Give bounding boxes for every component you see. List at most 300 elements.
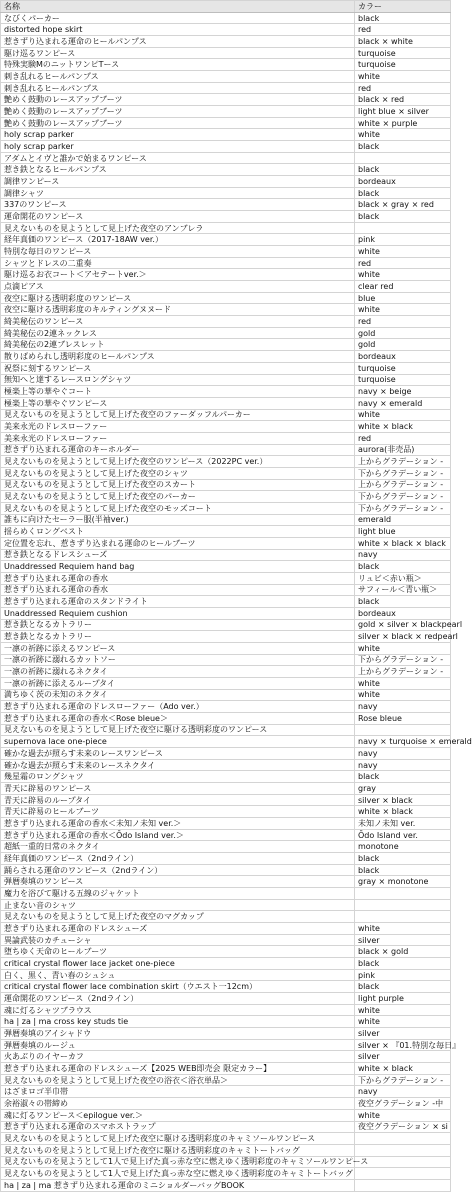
table-row xyxy=(1,257,451,269)
name-cell[interactable]: Unaddressed Requiem hand bag xyxy=(1,561,355,573)
name-cell[interactable]: 見えないものを見ようとして見上げた夜空のシャツ xyxy=(1,467,355,479)
table-row xyxy=(1,24,451,36)
color-cell[interactable]: red xyxy=(355,82,451,94)
name-cell[interactable]: 綺美秘伝のワンピース xyxy=(1,316,355,328)
name-cell[interactable]: 惹きずり込まれる運命の香水＜Rose bleue＞ xyxy=(1,712,355,724)
table-row xyxy=(1,666,451,678)
table-row xyxy=(1,36,451,48)
color-cell[interactable]: aurora(非売品) xyxy=(355,444,451,456)
table-row xyxy=(1,888,451,900)
color-cell[interactable]: white xyxy=(355,246,451,258)
table-row xyxy=(1,654,451,666)
name-cell[interactable]: 惹きずり込まれる運命の香水＜未知ノ未知 ver.＞ xyxy=(1,818,355,830)
name-cell[interactable]: 見えないものを見ようとして見上げた夜空に駆ける透明彩度のキャミトートバッグ xyxy=(1,1144,355,1156)
color-cell[interactable]: 下からグラデーション - xyxy=(355,654,451,666)
table-row xyxy=(1,1004,451,1016)
color-cell[interactable]: black xyxy=(355,864,451,876)
color-cell[interactable] xyxy=(355,1168,451,1180)
name-cell[interactable]: 超紙一重的日常のネクタイ xyxy=(1,841,355,853)
name-cell[interactable]: 調律シャツ xyxy=(1,187,355,199)
name-cell[interactable]: なびくパーカー xyxy=(1,12,355,24)
table-body xyxy=(1,12,472,1191)
color-cell[interactable]: 下からグラデーション - xyxy=(355,467,451,479)
color-cell[interactable]: white xyxy=(355,923,451,935)
name-cell[interactable]: 惹きずり込まれる運命の香水 xyxy=(1,584,355,596)
name-cell[interactable]: 艶めく鼓動のレースアップブーツ xyxy=(1,94,355,106)
name-cell[interactable]: 惹きずり込まれる運命のキーホルダー xyxy=(1,444,355,456)
table-row xyxy=(1,818,451,830)
name-cell[interactable]: 魂に灯るシャツブラウス xyxy=(1,1004,355,1016)
color-cell[interactable]: gold xyxy=(355,327,451,339)
name-cell[interactable]: 見えないものを見ようとして見上げた夜空のモッズコート xyxy=(1,502,355,514)
color-cell[interactable]: リュビ＜赤い瓶＞ xyxy=(355,572,451,584)
table-row xyxy=(1,677,451,689)
table-row xyxy=(1,152,451,164)
color-cell[interactable]: black × white xyxy=(355,36,451,48)
table-row xyxy=(1,619,451,631)
color-cell[interactable] xyxy=(355,1179,451,1191)
color-cell[interactable] xyxy=(355,724,451,736)
color-cell[interactable]: white xyxy=(355,1004,451,1016)
table-row xyxy=(1,596,451,608)
table-row xyxy=(1,689,451,701)
table-row xyxy=(1,117,451,129)
name-cell[interactable]: 駆け巡るお衣コート＜アセテートver.＞ xyxy=(1,269,355,281)
name-cell[interactable]: 惹きずり込まれる運命のドレスシューズ xyxy=(1,923,355,935)
name-cell[interactable]: 刺き乱れるヒールパンプス xyxy=(1,82,355,94)
name-cell[interactable]: 無知へと達するレースロングシャツ xyxy=(1,374,355,386)
name-cell[interactable]: 刺き乱れるヒールパンプス xyxy=(1,71,355,83)
color-cell[interactable] xyxy=(355,152,451,164)
table-row xyxy=(1,456,451,468)
name-cell[interactable]: 余裕淑々の帯締め xyxy=(1,1098,355,1110)
color-cell[interactable]: black xyxy=(355,211,451,223)
color-cell[interactable]: turquoise xyxy=(355,374,451,386)
name-cell[interactable]: 惹きずり込まれる運命のドレスローファー（Ado ver.） xyxy=(1,701,355,713)
color-cell[interactable]: 上からグラデーション - xyxy=(355,479,451,491)
name-cell[interactable]: ha | za | ma 惹きずり込まれる運命のミニショルダーバッグBOOK xyxy=(1,1179,355,1191)
color-cell[interactable]: light blue × silver xyxy=(355,106,451,118)
table-row xyxy=(1,969,451,981)
table-row xyxy=(1,164,451,176)
table-row xyxy=(1,82,451,94)
color-cell[interactable]: 未知ノ未知 ver. xyxy=(355,818,451,830)
color-cell[interactable]: monotone xyxy=(355,841,451,853)
name-cell[interactable]: holy scrap parker xyxy=(1,141,355,153)
table-row xyxy=(1,958,451,970)
color-cell[interactable]: pink xyxy=(355,234,451,246)
table-row xyxy=(1,269,451,281)
color-cell[interactable]: silver xyxy=(355,1051,451,1063)
name-cell[interactable]: 青天に辟易のワンピース xyxy=(1,783,355,795)
name-cell[interactable]: 運命開花のワンピース（2ndライン） xyxy=(1,993,355,1005)
name-cell[interactable]: 定位置を忘れ、惹きずり込まれる運命のヒールブーツ xyxy=(1,537,355,549)
color-cell[interactable]: black xyxy=(355,12,451,24)
color-cell[interactable]: black xyxy=(355,596,451,608)
color-cell[interactable]: turquoise xyxy=(355,47,451,59)
table-row xyxy=(1,876,451,888)
name-cell[interactable]: 惹きずり込まれる運命のスタンドライト xyxy=(1,596,355,608)
name-cell[interactable]: 惹きずり込まれる運命のヒールパンプス xyxy=(1,36,355,48)
name-cell[interactable]: critical crystal flower lace jacket one-piece xyxy=(1,958,355,970)
name-cell[interactable]: 見えないものを見ようとして見上げた夜空のマグカップ xyxy=(1,911,355,923)
table-row xyxy=(1,199,451,211)
name-cell[interactable]: 運命開花のワンピース xyxy=(1,211,355,223)
name-cell[interactable]: 誰もに向けたセーラー服(半袖ver.) xyxy=(1,514,355,526)
name-cell[interactable]: 見えないものを見ようとして見上げた夜空に駆ける透明彩度のワンピース xyxy=(1,724,355,736)
table-row xyxy=(1,1156,451,1168)
table-row xyxy=(1,1016,451,1028)
color-cell[interactable]: navy × turquoise × emerald xyxy=(355,736,451,748)
color-cell[interactable]: black xyxy=(355,853,451,865)
name-cell[interactable]: 綺美秘伝の2連ブレスレット xyxy=(1,339,355,351)
color-cell[interactable]: silver × 『01.特別な毎日』 xyxy=(355,1039,451,1051)
color-cell[interactable]: Ōdo Island ver. xyxy=(355,829,451,841)
color-cell[interactable]: black xyxy=(355,958,451,970)
name-cell[interactable]: 堕ちゆく天命のヒールブーツ xyxy=(1,946,355,958)
color-cell[interactable] xyxy=(355,222,451,234)
color-cell[interactable]: silver xyxy=(355,1028,451,1040)
color-cell[interactable]: white xyxy=(355,1016,451,1028)
table-row xyxy=(1,316,451,328)
color-cell[interactable]: black xyxy=(355,187,451,199)
table-row xyxy=(1,993,451,1005)
table-row xyxy=(1,853,451,865)
table-row xyxy=(1,1133,451,1145)
table-row xyxy=(1,94,451,106)
color-cell[interactable]: white × black xyxy=(355,1063,451,1075)
color-cell[interactable]: navy xyxy=(355,549,451,561)
table-row xyxy=(1,502,451,514)
table-row xyxy=(1,584,451,596)
header-name[interactable]: 名称 xyxy=(1,1,355,13)
table-row xyxy=(1,444,451,456)
table-row xyxy=(1,479,451,491)
table-row xyxy=(1,211,451,223)
name-cell[interactable]: 337のワンピース xyxy=(1,199,355,211)
name-cell[interactable]: distorted hope skirt xyxy=(1,24,355,36)
name-cell[interactable]: 点滴ピアス xyxy=(1,281,355,293)
color-cell[interactable]: サフィール＜青い瓶＞ xyxy=(355,584,451,596)
table-row xyxy=(1,1028,451,1040)
color-cell[interactable]: 夜空グラデーション -中 xyxy=(355,1098,451,1110)
name-cell[interactable]: 夜空に駆ける透明彩度のワンピース xyxy=(1,292,355,304)
table-row xyxy=(1,712,451,724)
table-row xyxy=(1,701,451,713)
table-row xyxy=(1,129,451,141)
name-cell[interactable]: 惹きずり込まれる運命の香水＜Ōdo Island ver.＞ xyxy=(1,829,355,841)
name-cell[interactable]: 青天に辟易のループタイ xyxy=(1,794,355,806)
name-cell[interactable]: 一凛の祈跡に添えるワンピース xyxy=(1,642,355,654)
table-row xyxy=(1,864,451,876)
table-row xyxy=(1,946,451,958)
table-row xyxy=(1,374,451,386)
name-cell[interactable]: 満ちゆく茨の未知のネクタイ xyxy=(1,689,355,701)
table-row xyxy=(1,724,451,736)
name-cell[interactable]: 一凛の祈跡に溺れるネクタイ xyxy=(1,666,355,678)
name-cell[interactable]: 惹き鉄となるカトラリー xyxy=(1,619,355,631)
name-cell[interactable]: 祝祭に刻するワンピース xyxy=(1,362,355,374)
table-row xyxy=(1,12,451,24)
color-cell[interactable]: blue xyxy=(355,292,451,304)
table-row xyxy=(1,141,451,153)
table-row xyxy=(1,1179,451,1191)
table-row xyxy=(1,934,451,946)
name-cell[interactable]: 見えないものを見ようとして見上げた夜空のスカート xyxy=(1,479,355,491)
name-cell[interactable]: 美来永光のドレスローファー xyxy=(1,421,355,433)
name-cell[interactable]: holy scrap parker xyxy=(1,129,355,141)
color-cell[interactable]: gray xyxy=(355,783,451,795)
table-row xyxy=(1,59,451,71)
name-cell[interactable]: 一凛の祈跡に溺れるカットソー xyxy=(1,654,355,666)
name-cell[interactable]: 確かな過去が照らす未来のレースワンピース xyxy=(1,748,355,760)
name-cell[interactable]: 魂に灯るワンピース＜epilogue ver.＞ xyxy=(1,1109,355,1121)
table-row xyxy=(1,1109,451,1121)
name-cell[interactable]: 一凛の祈跡に添えるループタイ xyxy=(1,677,355,689)
table-row xyxy=(1,246,451,258)
color-cell[interactable]: white xyxy=(355,409,451,421)
name-cell[interactable]: 見えないものを見ようとして見上げた夜空に駆ける透明彩度のキャミソールワンピース xyxy=(1,1133,355,1145)
color-cell[interactable]: navy xyxy=(355,701,451,713)
color-cell[interactable]: silver × black xyxy=(355,794,451,806)
name-cell[interactable]: 見えないものを見ようとして見上げた夜空の浴衣＜浴衣単品＞ xyxy=(1,1074,355,1086)
table-row xyxy=(1,176,451,188)
color-cell[interactable] xyxy=(355,899,451,911)
color-cell[interactable]: white × purple xyxy=(355,117,451,129)
color-cell[interactable]: navy × beige xyxy=(355,386,451,398)
name-cell[interactable]: supernova lace one-piece xyxy=(1,736,355,748)
table-row xyxy=(1,1086,451,1098)
color-cell[interactable]: navy × emerald xyxy=(355,397,451,409)
table-row xyxy=(1,409,451,421)
color-cell[interactable]: bordeaux xyxy=(355,351,451,363)
name-cell[interactable]: 見えないものを見ようとして1人で見上げた真っ赤な空に燃えゆく透明彩度のキャミソールワンピース xyxy=(1,1156,355,1168)
color-cell[interactable]: black xyxy=(355,561,451,573)
table-row xyxy=(1,421,451,433)
color-cell[interactable]: black × gold xyxy=(355,946,451,958)
color-cell[interactable]: Rose bleue xyxy=(355,712,451,724)
table-row xyxy=(1,759,451,771)
name-cell[interactable]: 散りばめられし透明彩度のヒールパンプス xyxy=(1,351,355,363)
table-row xyxy=(1,292,451,304)
color-cell[interactable]: black xyxy=(355,164,451,176)
color-cell[interactable]: black × gray × red xyxy=(355,199,451,211)
color-cell[interactable]: silver × black × redpearl xyxy=(355,631,451,643)
table-row xyxy=(1,748,451,760)
color-cell[interactable] xyxy=(355,1156,451,1168)
color-cell[interactable]: white xyxy=(355,642,451,654)
color-cell[interactable]: red xyxy=(355,257,451,269)
color-cell[interactable]: white xyxy=(355,71,451,83)
table-row xyxy=(1,736,451,748)
name-cell[interactable]: 経年真価のワンピース（2ndライン） xyxy=(1,853,355,865)
table-row xyxy=(1,1168,451,1180)
name-cell[interactable]: アダムとイヴと誰かで始まるワンピース xyxy=(1,152,355,164)
table-row xyxy=(1,432,451,444)
color-cell[interactable]: black xyxy=(355,141,451,153)
table-row xyxy=(1,467,451,479)
name-cell[interactable]: 綺美秘伝の2連ネックレス xyxy=(1,327,355,339)
name-cell[interactable]: 経年真価のワンピース（2017-18AW ver.） xyxy=(1,234,355,246)
name-cell[interactable]: 見えないものを見ようとして見上げた夜空のファーダッフルパーカー xyxy=(1,409,355,421)
name-cell[interactable]: 弾暦奏填のワンピース xyxy=(1,876,355,888)
name-cell[interactable]: 惹きずり込まれる運命のドレスシューズ【2025 WEB即売会 限定カラー】 xyxy=(1,1063,355,1075)
table-row xyxy=(1,829,451,841)
table-row xyxy=(1,1039,451,1051)
color-cell[interactable]: 下からグラデーション - xyxy=(355,491,451,503)
table-row xyxy=(1,642,451,654)
table-row xyxy=(1,281,451,293)
name-cell[interactable]: 艶めく鼓動のレースアップブーツ xyxy=(1,106,355,118)
color-cell[interactable]: 夜空グラデーション × si xyxy=(355,1121,451,1133)
name-cell[interactable]: 調律ワンピース xyxy=(1,176,355,188)
table-row xyxy=(1,806,451,818)
name-cell[interactable]: 美来永光のドレスローファー xyxy=(1,432,355,444)
color-cell[interactable]: black xyxy=(355,981,451,993)
table-row xyxy=(1,351,451,363)
name-cell[interactable]: 艶めく鼓動のレースアップブーツ xyxy=(1,117,355,129)
color-cell[interactable]: white xyxy=(355,677,451,689)
table-row xyxy=(1,1098,451,1110)
name-cell[interactable]: 踊らされる運命のワンピース（2ndライン） xyxy=(1,864,355,876)
color-cell[interactable]: gold xyxy=(355,339,451,351)
color-cell[interactable]: red xyxy=(355,432,451,444)
color-cell[interactable]: white × black × black xyxy=(355,537,451,549)
name-cell[interactable]: 止まない音のシャツ xyxy=(1,899,355,911)
name-cell[interactable]: 夜空に駆ける透明彩度のキルティングヌヌード xyxy=(1,304,355,316)
name-cell[interactable]: 火あぶりのイヤーカフ xyxy=(1,1051,355,1063)
color-cell[interactable]: 下からグラデーション - xyxy=(355,1074,451,1086)
name-cell[interactable]: 異論武装のカチューシャ xyxy=(1,934,355,946)
color-cell[interactable]: turquoise xyxy=(355,59,451,71)
table-row xyxy=(1,1063,451,1075)
color-cell[interactable]: navy xyxy=(355,1086,451,1098)
name-cell[interactable]: 見えないものを見ようとして見上げた夜空のアンブレラ xyxy=(1,222,355,234)
name-cell[interactable]: 極楽上等の華やぐワンピース xyxy=(1,397,355,409)
name-cell[interactable]: 見えないものを見ようとして見上げた夜空のパーカー xyxy=(1,491,355,503)
color-cell[interactable]: white × black xyxy=(355,421,451,433)
name-cell[interactable]: 弾暦奏填のアイシャドウ xyxy=(1,1028,355,1040)
name-cell[interactable]: 特別な毎日のワンピース xyxy=(1,246,355,258)
table-row xyxy=(1,1144,451,1156)
color-cell[interactable]: light blue xyxy=(355,526,451,538)
color-cell[interactable]: red xyxy=(355,316,451,328)
color-cell[interactable]: turquoise xyxy=(355,362,451,374)
header-row xyxy=(1,1,451,13)
color-cell[interactable]: light purple xyxy=(355,993,451,1005)
table-row xyxy=(1,106,451,118)
name-cell[interactable]: Unaddressed Requiem cushion xyxy=(1,607,355,619)
table-row xyxy=(1,771,451,783)
name-cell[interactable]: critical crystal flower lace combination skirt（ウエスト一12cm） xyxy=(1,981,355,993)
table-row xyxy=(1,841,451,853)
color-cell[interactable]: 下からグラデーション - xyxy=(355,502,451,514)
name-cell[interactable]: 白く、黒く、青い春のシュシュ xyxy=(1,969,355,981)
table-row xyxy=(1,1074,451,1086)
color-cell[interactable] xyxy=(355,911,451,923)
color-cell[interactable]: 上からグラデーション - xyxy=(355,666,451,678)
color-cell[interactable]: white xyxy=(355,689,451,701)
color-cell[interactable]: clear red xyxy=(355,281,451,293)
color-cell[interactable]: red xyxy=(355,24,451,36)
name-cell[interactable]: 惹き鉄となるドレスシューズ xyxy=(1,549,355,561)
color-cell[interactable]: black × red xyxy=(355,94,451,106)
name-cell[interactable]: 惹き鉄となるヒールパンプス xyxy=(1,164,355,176)
name-cell[interactable]: 惹き鉄となるカトラリー xyxy=(1,631,355,643)
table-row xyxy=(1,794,451,806)
table-row xyxy=(1,339,451,351)
name-cell[interactable]: 惹きずり込まれる運命のスマホストラップ xyxy=(1,1121,355,1133)
color-cell[interactable] xyxy=(355,1133,451,1145)
name-cell[interactable]: 青天に辟易のヒールブーツ xyxy=(1,806,355,818)
table-row xyxy=(1,1121,451,1133)
table-row xyxy=(1,526,451,538)
color-cell[interactable]: bordeaux xyxy=(355,176,451,188)
color-cell[interactable]: navy xyxy=(355,748,451,760)
name-cell[interactable]: 見えないものを見ようとして見上げた夜空のワンピース（2022PC ver.） xyxy=(1,456,355,468)
table-row xyxy=(1,362,451,374)
name-cell[interactable]: 特殊実験MのニットワンピTース xyxy=(1,59,355,71)
color-cell[interactable]: emerald xyxy=(355,514,451,526)
table-row xyxy=(1,234,451,246)
color-cell[interactable]: white × black xyxy=(355,806,451,818)
name-cell[interactable]: 確かな過去が照らす未来のレースネクタイ xyxy=(1,759,355,771)
color-cell[interactable]: navy xyxy=(355,759,451,771)
table-row xyxy=(1,514,451,526)
color-cell[interactable]: gold × silver × blackpearl xyxy=(355,619,451,631)
table-row xyxy=(1,607,451,619)
name-cell[interactable]: シャツとドレスの二重奏 xyxy=(1,257,355,269)
name-cell[interactable]: ha | za | ma cross key studs tie xyxy=(1,1016,355,1028)
table-row xyxy=(1,572,451,584)
color-cell[interactable]: bordeaux xyxy=(355,607,451,619)
table-row xyxy=(1,631,451,643)
name-cell[interactable]: 極楽上等の華やぐコート xyxy=(1,386,355,398)
name-cell[interactable]: 幾星霜のロングシャツ xyxy=(1,771,355,783)
name-cell[interactable]: はざまロゴ半巾帯 xyxy=(1,1086,355,1098)
table-row xyxy=(1,561,451,573)
table-row xyxy=(1,47,451,59)
color-cell[interactable]: silver xyxy=(355,934,451,946)
name-cell[interactable]: 惹きずり込まれる運命の香水 xyxy=(1,572,355,584)
color-cell[interactable]: white xyxy=(355,129,451,141)
color-cell[interactable]: white xyxy=(355,269,451,281)
table-row xyxy=(1,537,451,549)
table-row xyxy=(1,923,451,935)
color-cell[interactable]: white xyxy=(355,304,451,316)
color-cell[interactable]: black xyxy=(355,771,451,783)
color-cell[interactable] xyxy=(355,888,451,900)
color-cell[interactable]: 上からグラデーション - xyxy=(355,456,451,468)
table-row xyxy=(1,491,451,503)
table-row xyxy=(1,304,451,316)
color-cell[interactable]: pink xyxy=(355,969,451,981)
table-row xyxy=(1,1051,451,1063)
color-cell[interactable] xyxy=(355,1144,451,1156)
table-row xyxy=(1,899,451,911)
table-row xyxy=(1,327,451,339)
name-cell[interactable]: 見えないものを見ようとして1人で見上げた真っ赤な空に燃えゆく透明彩度のキャミトートバッグ xyxy=(1,1168,355,1180)
name-cell[interactable]: 揺らめくロングベスト xyxy=(1,526,355,538)
name-cell[interactable]: 魔力を浴びて駆ける五線のジャケット xyxy=(1,888,355,900)
header-color[interactable]: カラー xyxy=(355,1,451,13)
table-row xyxy=(1,549,451,561)
color-cell[interactable]: white xyxy=(355,1109,451,1121)
table-row xyxy=(1,187,451,199)
name-cell[interactable]: 駆け巡るワンピース xyxy=(1,47,355,59)
name-cell[interactable]: 弾暦奏填のルージュ xyxy=(1,1039,355,1051)
color-cell[interactable]: gray × monotone xyxy=(355,876,451,888)
